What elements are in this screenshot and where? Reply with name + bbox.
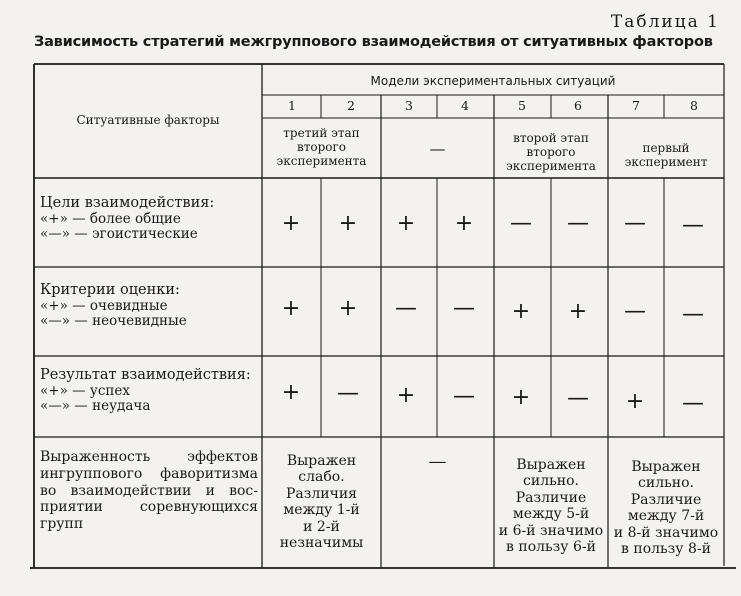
factor-effect: Выраженность эффектов ингруппового фаворитизма во взаимодействии и вос- приятии соревнующихся групп <box>40 449 258 533</box>
cell-goals-4: + <box>454 211 474 236</box>
cell-goals-7: — <box>624 211 646 236</box>
effect-models-7-8: Выражен сильно. Различие между 7-й и 8-й значимо в пользу 8-й <box>613 459 719 557</box>
cell-goals-2: + <box>338 211 358 236</box>
effect-models-3-4: — <box>428 451 447 472</box>
model-number-3: 3 <box>405 98 413 113</box>
cell-result-1: + <box>281 380 301 405</box>
cell-criteria-4: — <box>453 296 475 321</box>
cell-goals-5: — <box>510 211 532 236</box>
cell-result-8: — <box>682 391 704 416</box>
cell-goals-8: — <box>682 213 704 238</box>
model-number-8: 8 <box>690 98 698 113</box>
factor-result: Результат взаимодействия: «+» — успех «—» — неудача <box>40 367 251 415</box>
model-number-4: 4 <box>461 98 469 113</box>
cell-result-4: — <box>453 384 475 409</box>
effect-models-5-6: Выражен сильно. Различие между 5-й и 6-й значимо в пользу 6-й <box>498 457 604 555</box>
stage-models-5-6: второй этап второго эксперимента <box>506 131 596 173</box>
header-models: Модели экспериментальных ситуаций <box>370 74 616 88</box>
cell-result-6: — <box>567 386 589 411</box>
factor-criteria: Критерии оценки: «+» — очевидные «—» — неочевидные <box>40 282 187 330</box>
model-number-1: 1 <box>288 98 296 113</box>
cell-criteria-7: — <box>624 299 646 324</box>
factor-goals: Цели взаимодействия: «+» — более общие «—» — эгоистические <box>40 195 215 243</box>
stage-models-1-2: третий этап второго эксперимента <box>276 126 367 168</box>
cell-criteria-8: — <box>682 302 704 327</box>
cell-result-5: + <box>511 385 531 410</box>
model-number-5: 5 <box>518 98 526 113</box>
table-label: Таблица 1 <box>610 12 720 32</box>
effect-models-1-2: Выражен слабо. Различия между 1-й и 2-й незначимы <box>279 453 364 551</box>
cell-goals-3: + <box>396 211 416 236</box>
cell-result-7: + <box>625 389 645 414</box>
model-number-2: 2 <box>347 98 355 113</box>
stage-models-3-4: — <box>429 139 446 158</box>
cell-result-3: + <box>396 383 416 408</box>
header-factors: Ситуативные факторы <box>76 113 220 127</box>
cell-criteria-6: + <box>568 299 588 324</box>
table-title: Зависимость стратегий межгруппового взаимодействия от ситуативных факторов <box>34 34 713 50</box>
model-number-6: 6 <box>574 98 582 113</box>
stage-models-7-8: первый эксперимент <box>624 141 708 169</box>
cell-result-2: — <box>337 381 359 406</box>
cell-goals-6: — <box>567 211 589 236</box>
cell-criteria-2: + <box>338 296 358 321</box>
cell-criteria-5: + <box>511 299 531 324</box>
model-number-7: 7 <box>632 98 640 113</box>
cell-goals-1: + <box>281 211 301 236</box>
cell-criteria-3: — <box>395 296 417 321</box>
cell-criteria-1: + <box>281 296 301 321</box>
